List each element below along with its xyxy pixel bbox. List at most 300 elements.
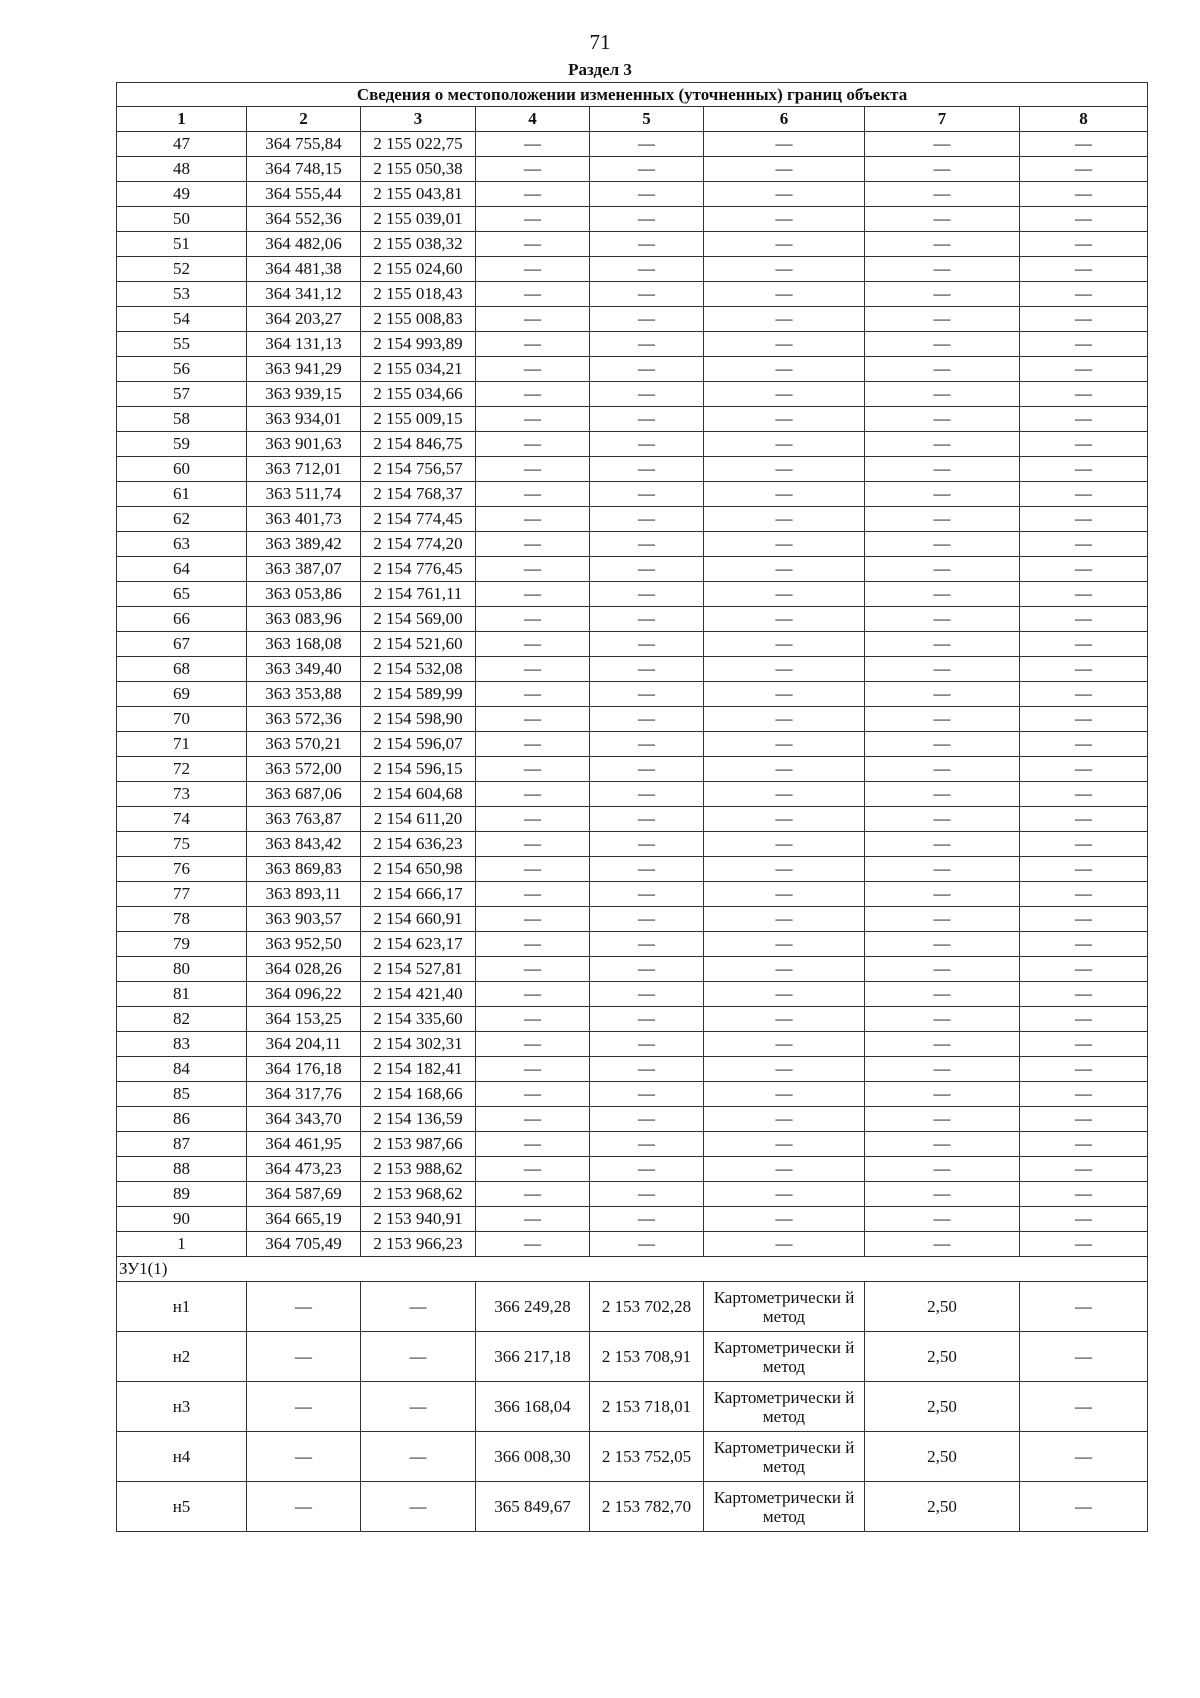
table-cell: — <box>590 357 704 382</box>
table-cell: — <box>704 1182 865 1207</box>
table-cell: — <box>865 357 1020 382</box>
table-cell: — <box>1020 857 1148 882</box>
group-label-row <box>117 1257 1148 1282</box>
table-cell: — <box>704 657 865 682</box>
table-row <box>117 382 1148 407</box>
table-cell: 2 154 569,00 <box>361 607 476 632</box>
table-cell: — <box>476 1057 590 1082</box>
table-cell: 2 155 024,60 <box>361 257 476 282</box>
table-cell: 363 941,29 <box>247 357 361 382</box>
table-row <box>117 707 1148 732</box>
table-cell: — <box>590 757 704 782</box>
table-cell: — <box>704 632 865 657</box>
table-cell: — <box>1020 532 1148 557</box>
table-row <box>117 507 1148 532</box>
table-row <box>117 1232 1148 1257</box>
table-cell: — <box>590 932 704 957</box>
table-cell: — <box>1020 432 1148 457</box>
table-cell: — <box>590 982 704 1007</box>
table-cell: — <box>590 1132 704 1157</box>
table-cell: — <box>1020 132 1148 157</box>
group-rows <box>117 1257 1148 1532</box>
table-cell: 2 154 774,20 <box>361 532 476 557</box>
table-cell: 63 <box>117 532 247 557</box>
table-cell: 364 028,26 <box>247 957 361 982</box>
table-cell: — <box>1020 307 1148 332</box>
table-cell: 2 154 650,98 <box>361 857 476 882</box>
table-cell: — <box>1020 182 1148 207</box>
table-cell: 70 <box>117 707 247 732</box>
table-row <box>117 332 1148 357</box>
table-cell: — <box>1020 1332 1148 1382</box>
table-cell: 88 <box>117 1157 247 1182</box>
column-number: 1 <box>117 107 247 132</box>
table-cell: — <box>590 807 704 832</box>
table-cell: 2 153 708,91 <box>590 1332 704 1382</box>
table-cell: 363 763,87 <box>247 807 361 832</box>
table-cell: 363 952,50 <box>247 932 361 957</box>
table-cell: 2 155 043,81 <box>361 182 476 207</box>
table-cell: — <box>476 382 590 407</box>
table-cell: — <box>361 1432 476 1482</box>
table-cell: — <box>865 1082 1020 1107</box>
table-cell: — <box>704 432 865 457</box>
table-cell: — <box>865 282 1020 307</box>
table-cell: 2 153 940,91 <box>361 1207 476 1232</box>
table-cell: — <box>590 507 704 532</box>
table-cell: 2 154 596,15 <box>361 757 476 782</box>
table-cell: — <box>476 457 590 482</box>
table-cell: — <box>704 1107 865 1132</box>
table-row <box>117 182 1148 207</box>
table-cell: 365 849,67 <box>476 1482 590 1532</box>
table-row <box>117 1082 1148 1107</box>
table-cell: 363 353,88 <box>247 682 361 707</box>
table-cell: 2 153 702,28 <box>590 1282 704 1332</box>
table-caption: Сведения о местоположении измененных (уточненных) границ объекта <box>117 83 1148 107</box>
table-cell: — <box>1020 232 1148 257</box>
table-cell: 366 008,30 <box>476 1432 590 1482</box>
table-cell: — <box>1020 957 1148 982</box>
table-cell: — <box>247 1382 361 1432</box>
table-cell: 363 572,36 <box>247 707 361 732</box>
column-number: 7 <box>865 107 1020 132</box>
table-row <box>117 682 1148 707</box>
table-cell: — <box>865 607 1020 632</box>
table-row <box>117 657 1148 682</box>
table-cell: — <box>361 1382 476 1432</box>
boundary-table <box>116 82 1148 1532</box>
table-cell: 2 155 050,38 <box>361 157 476 182</box>
table-cell: — <box>865 432 1020 457</box>
table-cell: 364 204,11 <box>247 1032 361 1057</box>
table-cell: — <box>590 307 704 332</box>
table-cell: — <box>704 782 865 807</box>
table-cell: 51 <box>117 232 247 257</box>
table-cell: — <box>590 1057 704 1082</box>
table-cell: — <box>1020 1207 1148 1232</box>
table-cell: — <box>590 132 704 157</box>
table-cell: — <box>476 857 590 882</box>
table-cell: 2 154 532,08 <box>361 657 476 682</box>
column-number: 2 <box>247 107 361 132</box>
table-cell: — <box>865 882 1020 907</box>
table-cell: — <box>590 1082 704 1107</box>
table-cell: — <box>865 732 1020 757</box>
table-cell: — <box>476 507 590 532</box>
column-number-row <box>117 107 1148 132</box>
table-cell: — <box>1020 682 1148 707</box>
table-cell: 364 203,27 <box>247 307 361 332</box>
table-cell: 2 154 521,60 <box>361 632 476 657</box>
table-cell: — <box>590 607 704 632</box>
table-cell: — <box>1020 632 1148 657</box>
table-cell: 2 154 168,66 <box>361 1082 476 1107</box>
table-cell: 78 <box>117 907 247 932</box>
table-cell: 363 168,08 <box>247 632 361 657</box>
table-cell: — <box>476 832 590 857</box>
table-cell: — <box>1020 1032 1148 1057</box>
table-cell: — <box>704 907 865 932</box>
table-cell: — <box>1020 407 1148 432</box>
table-row <box>117 907 1148 932</box>
table-cell: — <box>704 957 865 982</box>
table-cell: — <box>865 982 1020 1007</box>
table-cell: — <box>590 1207 704 1232</box>
table-cell: — <box>865 1182 1020 1207</box>
table-cell: — <box>1020 882 1148 907</box>
table-cell: — <box>590 557 704 582</box>
table-cell: 2 154 846,75 <box>361 432 476 457</box>
table-cell: 66 <box>117 607 247 632</box>
table-cell: 2,50 <box>865 1282 1020 1332</box>
table-cell: — <box>704 732 865 757</box>
table-row <box>117 957 1148 982</box>
table-cell: — <box>1020 807 1148 832</box>
table-row <box>117 232 1148 257</box>
table-cell: — <box>704 1032 865 1057</box>
table-cell: 49 <box>117 182 247 207</box>
table-cell: 2 153 718,01 <box>590 1382 704 1432</box>
table-cell: — <box>476 432 590 457</box>
table-cell: — <box>590 1007 704 1032</box>
table-cell: — <box>704 582 865 607</box>
table-cell: — <box>865 932 1020 957</box>
table-cell: 2 154 182,41 <box>361 1057 476 1082</box>
table-cell: — <box>865 257 1020 282</box>
table-cell: — <box>590 1107 704 1132</box>
table-cell: 2 154 993,89 <box>361 332 476 357</box>
table-cell: — <box>865 132 1020 157</box>
table-cell: — <box>704 157 865 182</box>
table-row <box>117 1007 1148 1032</box>
table-cell: 86 <box>117 1107 247 1132</box>
table-cell: 2,50 <box>865 1332 1020 1382</box>
table-cell: — <box>247 1282 361 1332</box>
table-cell: — <box>704 1007 865 1032</box>
table-cell: 73 <box>117 782 247 807</box>
table-cell: 2 154 768,37 <box>361 482 476 507</box>
table-cell: 2 154 335,60 <box>361 1007 476 1032</box>
table-cell: 2 155 038,32 <box>361 232 476 257</box>
table-cell: — <box>247 1432 361 1482</box>
table-cell: 60 <box>117 457 247 482</box>
table-cell: — <box>476 182 590 207</box>
table-cell: — <box>704 832 865 857</box>
table-cell: 1 <box>117 1232 247 1257</box>
table-cell: 2 153 782,70 <box>590 1482 704 1532</box>
table-row <box>117 582 1148 607</box>
table-row <box>117 832 1148 857</box>
table-cell: 366 249,28 <box>476 1282 590 1332</box>
group-label: ЗУ1(1) <box>117 1257 1148 1282</box>
table-row <box>117 432 1148 457</box>
table-cell: 74 <box>117 807 247 832</box>
table-cell: 2 154 660,91 <box>361 907 476 932</box>
table-cell: — <box>590 332 704 357</box>
table-cell: — <box>590 157 704 182</box>
table-cell: — <box>1020 732 1148 757</box>
table-cell: 364 755,84 <box>247 132 361 157</box>
table-cell: — <box>704 357 865 382</box>
table-cell: 2 154 776,45 <box>361 557 476 582</box>
table-row <box>117 407 1148 432</box>
table-cell: — <box>865 532 1020 557</box>
table-cell: — <box>704 757 865 782</box>
table-cell: 363 083,96 <box>247 607 361 632</box>
table-cell: 364 473,23 <box>247 1157 361 1182</box>
table-cell: — <box>247 1482 361 1532</box>
table-cell: — <box>1020 1282 1148 1332</box>
table-cell: — <box>865 632 1020 657</box>
table-cell: 2 153 988,62 <box>361 1157 476 1182</box>
table-cell: 62 <box>117 507 247 532</box>
table-row <box>117 457 1148 482</box>
table-cell: 64 <box>117 557 247 582</box>
table-cell: 2 154 636,23 <box>361 832 476 857</box>
table-cell: — <box>704 557 865 582</box>
table-cell: 363 349,40 <box>247 657 361 682</box>
table-cell: — <box>1020 157 1148 182</box>
table-cell: — <box>704 607 865 632</box>
table-cell: — <box>1020 982 1148 1007</box>
table-cell: — <box>590 432 704 457</box>
table-cell: 363 903,57 <box>247 907 361 932</box>
table-cell: н2 <box>117 1332 247 1382</box>
table-cell: 2 154 421,40 <box>361 982 476 1007</box>
table-cell: — <box>1020 907 1148 932</box>
table-cell: — <box>1020 357 1148 382</box>
table-cell: 90 <box>117 1207 247 1232</box>
table-cell: 363 893,11 <box>247 882 361 907</box>
table-cell: — <box>361 1332 476 1382</box>
table-cell: 364 341,12 <box>247 282 361 307</box>
table-cell: — <box>704 457 865 482</box>
table-row <box>117 1432 1148 1482</box>
table-cell: 2 154 611,20 <box>361 807 476 832</box>
table-cell: — <box>865 757 1020 782</box>
table-cell: 364 461,95 <box>247 1132 361 1157</box>
table-cell: — <box>865 807 1020 832</box>
table-cell: — <box>476 157 590 182</box>
table-cell: 363 934,01 <box>247 407 361 432</box>
table-row <box>117 732 1148 757</box>
table-cell: — <box>1020 582 1148 607</box>
table-cell: — <box>590 582 704 607</box>
table-cell: — <box>590 707 704 732</box>
table-cell: — <box>476 532 590 557</box>
table-cell: 2 155 039,01 <box>361 207 476 232</box>
table-cell: — <box>590 682 704 707</box>
table-cell: 71 <box>117 732 247 757</box>
table-row <box>117 932 1148 957</box>
table-cell: — <box>590 232 704 257</box>
table-cell: — <box>1020 1132 1148 1157</box>
table-cell: — <box>704 407 865 432</box>
table-cell: — <box>1020 207 1148 232</box>
table-cell: 2 153 966,23 <box>361 1232 476 1257</box>
table-cell: — <box>704 307 865 332</box>
table-row <box>117 482 1148 507</box>
column-number: 8 <box>1020 107 1148 132</box>
table-cell: — <box>476 557 590 582</box>
method-cell: Картометрически й метод <box>704 1332 865 1382</box>
table-cell: — <box>704 507 865 532</box>
table-cell: — <box>590 257 704 282</box>
table-cell: 364 176,18 <box>247 1057 361 1082</box>
table-cell: — <box>476 1182 590 1207</box>
table-cell: — <box>1020 1107 1148 1132</box>
table-cell: — <box>704 332 865 357</box>
table-cell: — <box>865 557 1020 582</box>
table-cell: — <box>1020 257 1148 282</box>
table-cell: — <box>590 732 704 757</box>
table-cell: 363 939,15 <box>247 382 361 407</box>
table-cell: — <box>1020 657 1148 682</box>
table-cell: — <box>1020 1232 1148 1257</box>
table-cell: 363 869,83 <box>247 857 361 882</box>
table-cell: — <box>704 1082 865 1107</box>
table-cell: — <box>865 657 1020 682</box>
table-row <box>117 1182 1148 1207</box>
table-row <box>117 1282 1148 1332</box>
table-cell: — <box>361 1282 476 1332</box>
table-cell: — <box>590 632 704 657</box>
table-cell: — <box>590 1182 704 1207</box>
page-number: 71 <box>589 30 611 54</box>
table-cell: — <box>865 232 1020 257</box>
table-row <box>117 557 1148 582</box>
table-cell: — <box>1020 482 1148 507</box>
table-row <box>117 607 1148 632</box>
table-cell: — <box>704 932 865 957</box>
table-cell: — <box>704 1057 865 1082</box>
table-row <box>117 857 1148 882</box>
table-cell: 363 572,00 <box>247 757 361 782</box>
table-cell: — <box>865 582 1020 607</box>
table-cell: — <box>865 182 1020 207</box>
table-row <box>117 157 1148 182</box>
table-cell: 52 <box>117 257 247 282</box>
table-cell: 2 154 623,17 <box>361 932 476 957</box>
table-row <box>117 1057 1148 1082</box>
table-row <box>117 1332 1148 1382</box>
table-cell: 363 901,63 <box>247 432 361 457</box>
table-cell: — <box>1020 1157 1148 1182</box>
table-cell: — <box>704 232 865 257</box>
table-row <box>117 1132 1148 1157</box>
table-cell: 363 712,01 <box>247 457 361 482</box>
table-cell: 2 155 018,43 <box>361 282 476 307</box>
table-cell: — <box>590 1032 704 1057</box>
table-cell: — <box>704 807 865 832</box>
table-cell: — <box>865 407 1020 432</box>
table-cell: — <box>865 832 1020 857</box>
table-cell: 56 <box>117 357 247 382</box>
table-cell: 364 131,13 <box>247 332 361 357</box>
table-cell: 2 153 968,62 <box>361 1182 476 1207</box>
table-cell: — <box>1020 282 1148 307</box>
table-cell: 2 154 527,81 <box>361 957 476 982</box>
table-cell: — <box>476 707 590 732</box>
table-cell: — <box>590 182 704 207</box>
table-cell: 364 555,44 <box>247 182 361 207</box>
table-cell: — <box>476 257 590 282</box>
table-cell: — <box>590 532 704 557</box>
table-cell: н3 <box>117 1382 247 1432</box>
table-cell: — <box>590 382 704 407</box>
table-cell: 2 153 752,05 <box>590 1432 704 1482</box>
table-row <box>117 1032 1148 1057</box>
table-cell: — <box>704 1132 865 1157</box>
table-cell: — <box>704 382 865 407</box>
table-cell: 61 <box>117 482 247 507</box>
table-cell: — <box>704 982 865 1007</box>
table-cell: — <box>476 757 590 782</box>
table-row <box>117 632 1148 657</box>
table-cell: — <box>1020 1432 1148 1482</box>
table-caption-row <box>117 83 1148 107</box>
table-cell: 2 155 034,21 <box>361 357 476 382</box>
table-cell: 69 <box>117 682 247 707</box>
table-cell: — <box>476 357 590 382</box>
table-cell: 75 <box>117 832 247 857</box>
table-cell: — <box>476 932 590 957</box>
table-cell: 364 552,36 <box>247 207 361 232</box>
table-cell: — <box>704 532 865 557</box>
table-cell: 2 155 008,83 <box>361 307 476 332</box>
table-cell: — <box>1020 782 1148 807</box>
table-cell: 2 153 987,66 <box>361 1132 476 1157</box>
table-cell: — <box>865 457 1020 482</box>
table-cell: — <box>1020 332 1148 357</box>
table-cell: — <box>1020 1182 1148 1207</box>
column-number: 3 <box>361 107 476 132</box>
table-cell: — <box>704 282 865 307</box>
table-cell: — <box>865 1157 1020 1182</box>
table-cell: — <box>590 882 704 907</box>
table-cell: — <box>476 782 590 807</box>
table-cell: 2,50 <box>865 1382 1020 1432</box>
table-cell: 50 <box>117 207 247 232</box>
table-cell: — <box>476 957 590 982</box>
table-row <box>117 982 1148 1007</box>
table-cell: 2 155 034,66 <box>361 382 476 407</box>
table-cell: — <box>476 982 590 1007</box>
table-cell: — <box>865 782 1020 807</box>
table-cell: 364 153,25 <box>247 1007 361 1032</box>
table-cell: — <box>476 407 590 432</box>
